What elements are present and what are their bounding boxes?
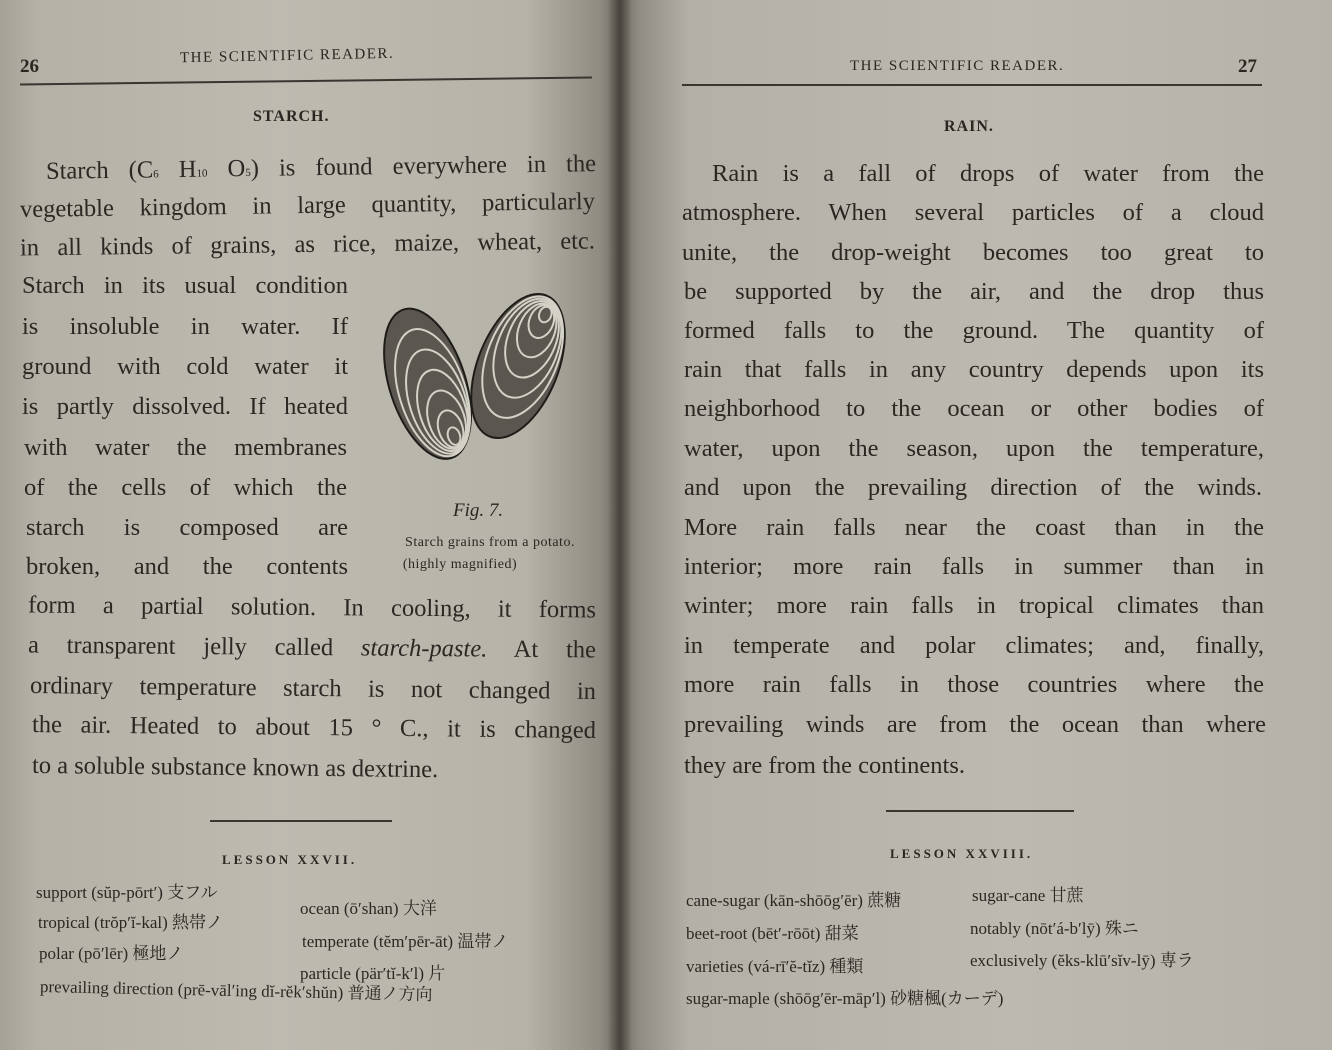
vocab-entry: varieties (vá-rī′ĕ-tĭz) 種類 — [686, 957, 864, 976]
paragraph-line: and upon the prevailing direction of the winds. — [684, 474, 1262, 501]
book-gutter — [608, 0, 632, 1050]
vocab-entry: cane-sugar (kān-shōōg′ēr) 蔗糖 — [686, 891, 902, 910]
vocab-entry: sugar-cane 甘蔗 — [972, 886, 1084, 905]
paragraph-line: be supported by the air, and the drop thus — [684, 278, 1264, 305]
section-divider — [886, 810, 1074, 812]
paragraph-line: unite, the drop-weight becomes too great to — [682, 239, 1264, 266]
paragraph-line: in all kinds of grains, as rice, maize, wheat, etc. — [19, 227, 596, 262]
paragraph-line: starch is composed are — [26, 514, 348, 541]
running-head: THE SCIENTIFIC READER. — [179, 45, 395, 67]
paragraph-line: more rain falls in those countries where the — [684, 671, 1264, 698]
paragraph-line: More rain falls near the coast than in the — [684, 514, 1264, 541]
paragraph-line: broken, and the contents — [26, 553, 348, 580]
paragraph-line: in temperate and polar climates; and, finally, — [684, 632, 1264, 659]
section-title: RAIN. — [944, 118, 994, 135]
paragraph-line: is partly dissolved. If heated — [22, 393, 348, 420]
vocab-entry: prevailing direction (prē-vāl′ing dĭ-rĕk′shŭn) 普通ノ方向 — [39, 977, 433, 1005]
right-page — [618, 0, 1332, 1050]
header-rule — [20, 77, 592, 86]
section-title: STARCH. — [253, 108, 330, 125]
paragraph-line: to a soluble substance known as dextrine. — [31, 751, 439, 784]
paragraph-line: atmosphere. When several particles of a cloud — [682, 199, 1264, 226]
paragraph-line: water, upon the season, upon the temperature, — [684, 435, 1264, 462]
page-number: 27 — [1238, 56, 1257, 77]
paragraph-line: neighborhood to the ocean or other bodies of — [684, 395, 1264, 422]
paragraph-line: interior; more rain falls in summer than in — [684, 553, 1264, 580]
vocab-entry: sugar-maple (shōōg′ēr-māp′l) 砂糖楓(カーデ) — [686, 989, 1004, 1008]
vocab-entry: temperate (tĕm′pēr-āt) 温帯ノ — [302, 932, 509, 951]
vocab-entry: polar (pō′lēr) 極地ノ — [39, 944, 184, 963]
lesson-heading: LESSON XXVIII. — [890, 846, 1034, 861]
paragraph-line: ground with cold water it — [22, 353, 348, 380]
paragraph-line: they are from the continents. — [684, 752, 965, 779]
starch-grains-illustration — [378, 284, 578, 474]
paragraph-line: of the cells of which the — [24, 474, 347, 501]
paragraph-line: prevailing winds are from the ocean than where — [684, 711, 1266, 738]
figure-caption: Starch grains from a potato. — [405, 535, 575, 550]
left-page — [0, 0, 618, 1050]
paragraph-line: ordinary temperature starch is not changed in — [29, 672, 597, 705]
section-divider — [210, 820, 392, 822]
vocab-entry: beet-root (bēt′-rōōt) 甜菜 — [686, 924, 859, 943]
paragraph-line: is insoluble in water. If — [22, 313, 348, 340]
paragraph-line: winter; more rain falls in tropical climates than — [684, 592, 1264, 619]
vocab-entry: ocean (ō′shan) 大洋 — [300, 899, 437, 918]
header-rule — [682, 84, 1262, 86]
running-head: THE SCIENTIFIC READER. — [850, 58, 1065, 74]
paragraph-line: Starch (C6 H10 O5) is found everywhere in the — [45, 150, 597, 185]
vocab-entry: tropical (trŏp′ĭ-kal) 熱帯ノ — [38, 913, 223, 932]
paragraph-line: the air. Heated to about 15 ° C., it is changed — [31, 711, 597, 744]
paragraph-line: Rain is a fall of drops of water from the — [712, 160, 1264, 187]
paragraph-line: rain that falls in any country depends upon its — [684, 356, 1264, 383]
paragraph-line: formed falls to the ground. The quantity of — [684, 317, 1264, 344]
paragraph-line: with water the membranes — [24, 434, 347, 461]
paragraph-line: vegetable kingdom in large quantity, particularly — [19, 187, 596, 224]
vocab-entry: exclusively (ĕks-klū′sĭv-lȳ) 専ラ — [970, 951, 1194, 970]
lesson-heading: LESSON XXVII. — [222, 852, 358, 867]
figure-caption: (highly magnified) — [402, 557, 518, 572]
paragraph-line: a transparent jelly called starch-paste. At the — [27, 631, 597, 664]
paragraph-line: form a partial solution. In cooling, it forms — [27, 591, 597, 624]
figure-label: Fig. 7. — [453, 500, 504, 521]
page-number: 26 — [20, 56, 39, 77]
vocab-entry: notably (nōt′á-b′lȳ) 殊ニ — [970, 919, 1139, 938]
vocab-entry: support (sŭp-pōrt′) 支フル — [36, 883, 218, 902]
paragraph-line: Starch in its usual condition — [22, 272, 348, 299]
vocab-entry: particle (pär′tĭ-k′l) 片 — [300, 964, 446, 983]
